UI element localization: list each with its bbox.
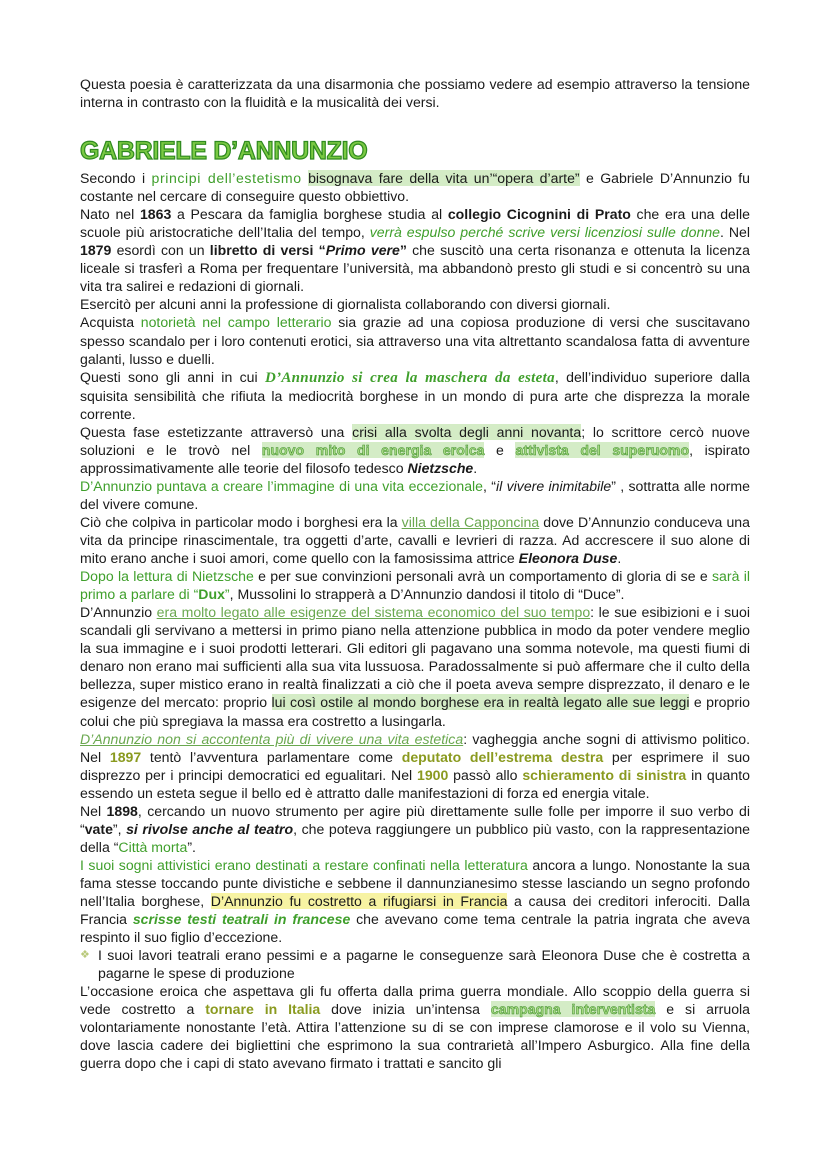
- text: : vagheggia anche sogni di attivismo politico. Nel: [80, 730, 750, 765]
- paragraph-economia: [80, 603, 750, 729]
- bold-italic-text: Eleonora Duse: [518, 550, 618, 567]
- bold-text: 1898: [106, 802, 138, 819]
- intro-paragraph: Questa poesia è caratterizzata da una disarmonia che possiamo vedere ad esempio attraverso la tensione interna in contrasto con la fluidità e la musicalità dei versi.: [80, 76, 750, 111]
- text: Secondo i: [80, 170, 152, 187]
- paragraph-notorieta: [80, 313, 750, 367]
- text: e Gabriele D’Annunzio fu costante nel cercare di conseguire questo obbiettivo.: [80, 170, 751, 205]
- green-text: Dopo la lettura di Nietzsche: [80, 568, 254, 585]
- text: dove D’Annunzio conduceva una vita da principe rinascimentale, tra oggetti d’arte, cavalli e levrieri di razza. Ad accrescere il suo alone di mito erano anche i suoi amori, come quello con la famosissima attrice: [80, 513, 750, 567]
- highlight-green: crisi alla svolta degli anni novanta: [352, 423, 582, 440]
- bold-text: 1863: [139, 206, 172, 223]
- text: in quanto essendo un esteta segue il bello ed è attratto dalle manifestazioni di forza ed energia vitale.: [80, 766, 750, 801]
- olive-bold-text: 1900: [416, 766, 449, 783]
- bold-italic-text: Nietzsche: [407, 459, 474, 476]
- text: tentò l’avventura parlamentare come: [141, 748, 402, 765]
- text: , che poteva raggiungere un pubblico più vasto, con la rappresentazione della “: [80, 820, 750, 855]
- bold-italic-text: Primo vere: [325, 242, 400, 259]
- green-text: sarà il primo a parlare di “: [80, 568, 750, 603]
- highlight-green: lui così ostile al mondo borghese era in realtà legato alle sue leggi: [271, 694, 690, 711]
- bold-text: ”: [399, 242, 407, 259]
- italic-text: il vivere inimitabile: [495, 477, 612, 494]
- underlined-green-text: villa della Capponcina: [401, 513, 540, 530]
- bullet-text: I suoi lavori teatrali erano pessimi e a pagarne le conseguenze sarà Eleonora Duse che è costretta a pagarne le spese di produzione: [98, 947, 750, 982]
- green-text: ”: [224, 586, 230, 603]
- text: ; lo scrittore cercò nuove soluzioni e le trovò nel: [80, 423, 750, 458]
- text: esordì con un: [111, 242, 210, 259]
- bold-text: 1879: [80, 242, 112, 259]
- text: .: [617, 550, 622, 567]
- bold-text: vate: [84, 820, 113, 837]
- section-title: GABRIELE D’ANNUNZIO: [80, 137, 368, 166]
- text: e proprio colui che più spregiava la massa era costretto a lusingarla.: [80, 694, 750, 729]
- text: D’Annunzio: [80, 604, 157, 621]
- text: per esprimere il suo disprezzo per i principi democratici ed egualitari. Nel: [80, 748, 750, 783]
- olive-bold-text: tornare in Italia: [205, 1001, 321, 1018]
- text: ” , sottratta alle norme del vivere comune.: [80, 477, 751, 512]
- paragraph-francia: [80, 856, 750, 946]
- text: Questi sono gli anni in cui: [80, 368, 265, 385]
- paragraph-guerra: [80, 982, 750, 1072]
- outline-highlight-text: campagna interventista: [490, 1001, 656, 1018]
- green-text: principi dell’estetismo: [151, 170, 302, 187]
- paragraph-maschera: [80, 368, 750, 423]
- text: a Pescara da famiglia borghese studia al: [171, 206, 448, 223]
- bullet-item: [80, 946, 750, 982]
- text: Questa fase estetizzante attraversò una: [80, 423, 353, 440]
- text: , dell’individuo superiore dalla squisita sensibilità che rifiuta la mediocrità borghese in un mondo di pura arte che disprezza la morale corrente.: [80, 368, 750, 422]
- text: : le sue esibizioni e i suoi scandali gli servivano a mettersi in primo piano nella attenzione pubblica in modo da poter vendere meglio la sua immagine e i suoi prodotti letterari. Gli editori gli pagavano una somma notevole, ma questi fiumi di denaro non erano mai sufficienti alla sua vita lussuosa. Paradossalmente si può affermare che il culto della bellezza, super mistico erano in realtà finalizzati a ciò che il poeta aveva sempre disprezzato, il denaro e le esigenze del mercato: proprio: [80, 604, 750, 711]
- green-text: Città morta: [118, 838, 188, 855]
- text: Nel: [80, 802, 107, 819]
- highlight-yellow: D’Annunzio fu costretto a rifugiarsi in Francia: [210, 892, 508, 909]
- text: , ispirato approssimativamente alle teorie del filosofo tedesco: [80, 441, 751, 476]
- olive-bold-text: schieramento di sinistra: [522, 766, 687, 783]
- paragraph-nietzsche: [80, 567, 750, 603]
- text: ancora a lungo. Nonostante la sua fama stesse toccando punte divistiche e sebbene il dannunzianesimo stesse lasciando un segno profondo nell’Italia borghese,: [80, 856, 750, 909]
- text: . Nel: [720, 224, 751, 241]
- underlined-green-text: era molto legato alle esigenze del sistema economico del suo tempo: [156, 604, 591, 621]
- text: a causa dei creditori inferociti. Dalla Francia: [80, 892, 751, 928]
- text: .: [473, 459, 478, 476]
- text: dove inizia un’intensa: [320, 1001, 491, 1018]
- text: ”,: [112, 820, 127, 837]
- text: ”.: [187, 838, 196, 855]
- outline-highlight-text: attivista del superuomo: [515, 441, 690, 458]
- olive-bold-text: deputato dell’estrema destra: [401, 748, 604, 765]
- text: passò allo: [448, 766, 523, 783]
- text: L’occasione eroica che aspettava gli fu offerta dalla prima guerra mondiale. Allo scoppio della guerra si vede costretto a: [80, 983, 750, 1018]
- text: Acquista: [80, 314, 141, 331]
- olive-bold-text: 1897: [109, 748, 142, 765]
- bold-italic-text: si rivolse anche al teatro: [126, 820, 294, 837]
- document-page: [80, 75, 750, 1072]
- text: che suscitò una certa risonanza e ottenuta la licenza liceale si trasferì a Roma per frequentare l’università, ma abbandonò presto gli studi e si concentrò su una vita tra salirei e redazioni di giornali.: [80, 242, 751, 295]
- text: e per sue convinzioni personali avrà un comportamento di gloria di se e: [253, 568, 712, 585]
- text: Nato nel: [80, 206, 140, 223]
- green-bold-italic-text: scrisse testi teatrali in francese: [132, 911, 351, 928]
- text: e: [484, 441, 516, 458]
- bold-text: libretto di versi “: [209, 242, 326, 259]
- paragraph-nascita: [80, 205, 750, 295]
- text: , cercando un nuovo strumento per agire più direttamente sulle folle per imporre il suo verbo di “: [80, 802, 750, 837]
- serif-green-text: D’Annunzio si crea la maschera da esteta: [264, 369, 555, 386]
- underlined-green-italic-text: D’Annunzio non si accontenta più di vivere una vita estetica: [80, 730, 464, 747]
- text: sia grazie ad una copiosa produzione di versi che suscitavano spesso scandalo per i loro contenuti erotici, sia attraverso una vita altrettanto scandalosa fatta di avventure galanti, lusso e duelli.: [80, 314, 750, 367]
- text: Ciò che colpiva in particolar modo i borghesi era la: [80, 513, 402, 530]
- paragraph-teatro: [80, 802, 750, 856]
- paragraph-giornalista: Esercitò per alcuni anni la professione di giornalista collaborando con diversi giornali.: [80, 296, 611, 313]
- green-italic-text: verrà espulso perché scrive versi licenziosi sulle donne: [369, 224, 720, 241]
- paragraph-estetismo: [80, 169, 750, 205]
- text: , “: [483, 477, 496, 494]
- diamond-bullet-icon: ❖: [80, 949, 90, 962]
- green-text: notorietà nel campo letterario: [140, 314, 332, 331]
- paragraph-vita-eccezionale: [80, 477, 750, 513]
- paragraph-crisi: [80, 423, 750, 477]
- text: e si arruola volontariamente nonostante l’età. Attira l’attenzione su di se con imprese clamorose e il volo su Vienna, dove lascia cadere dei bigliettini che esprimono la sua contrarietà all’Impero Asburgico. Alla fine della guerra dopo che i capi di stato avevano firmato i trattati e sancito gli: [80, 1001, 750, 1072]
- green-text: I suoi sogni attivistici erano destinati a restare confinati nella letteratura: [80, 856, 528, 873]
- text: che era una delle scuole più aristocratiche dell’Italia del tempo,: [80, 206, 750, 241]
- highlight-green: bisognava fare della vita un’“opera d’arte”: [308, 170, 580, 187]
- paragraph-politica: [80, 730, 750, 802]
- outline-highlight-text: nuovo mito di energia eroica: [261, 441, 485, 458]
- text: che avevano come tema centrale la patria ingrata che aveva respinto il suo figlio d’eccezione.: [80, 911, 750, 946]
- bold-text: collegio Cicognini di Prato: [447, 206, 631, 223]
- green-text: D’Annunzio puntava a creare l’immagine di una vita eccezionale: [80, 477, 484, 494]
- text: , Mussolini lo strapperà a D’Annunzio dandosi il titolo di “Duce”.: [229, 586, 625, 603]
- paragraph-capponcina: [80, 513, 750, 567]
- green-bold-text: Dux: [198, 586, 225, 603]
